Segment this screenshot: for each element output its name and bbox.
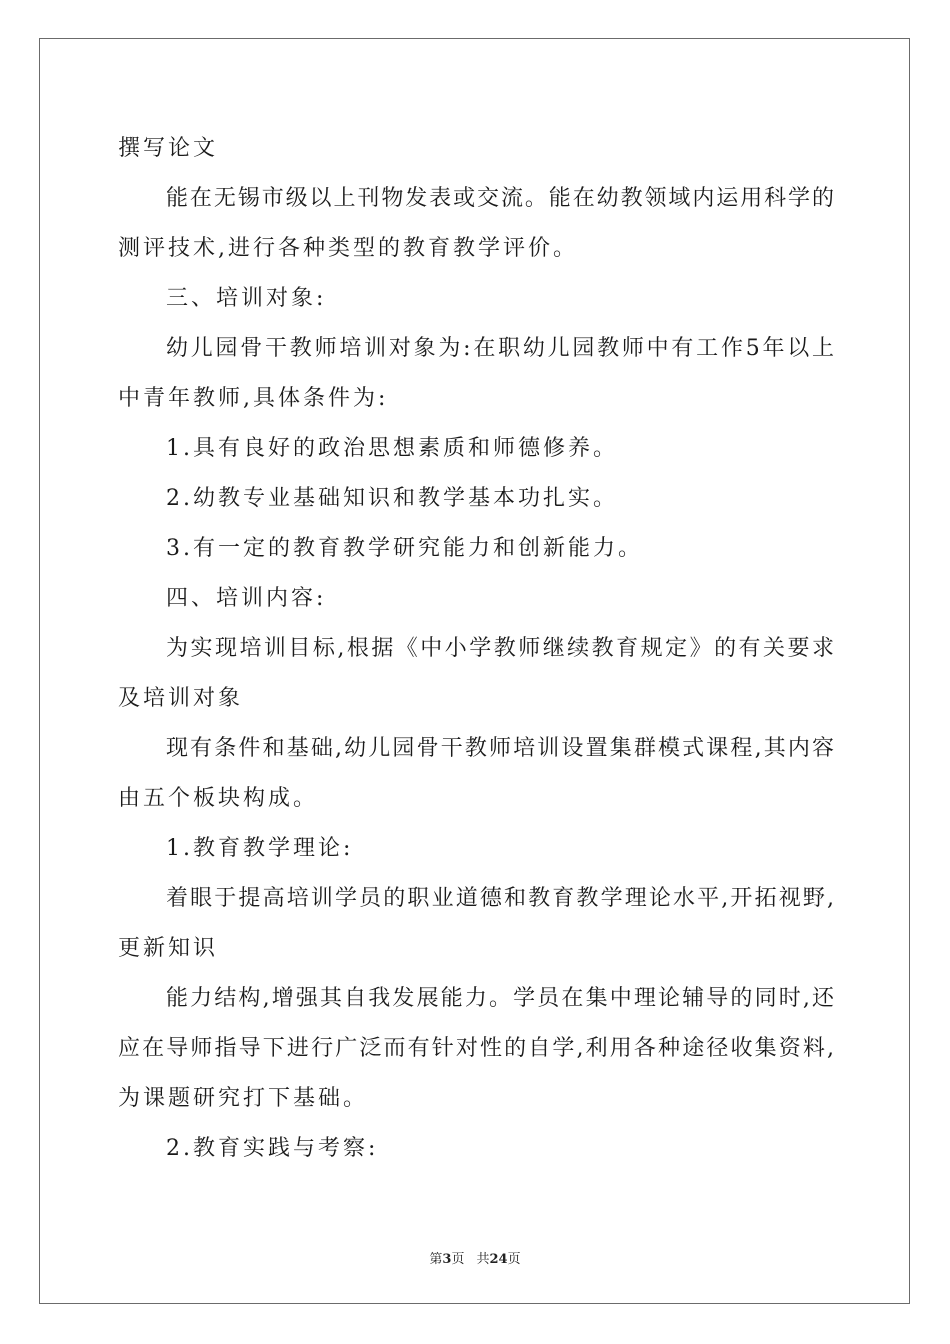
subsection-heading: 2.教育实践与考察: xyxy=(166,1136,379,1161)
paragraph-line: 为课题研究打下基础。 xyxy=(118,1086,369,1111)
paragraph-line: 更新知识 xyxy=(118,936,219,961)
total-pages: 24 xyxy=(489,1252,508,1267)
page-number: 3 xyxy=(442,1252,452,1267)
paragraph-line: 由五个板块构成。 xyxy=(118,786,319,811)
paragraph-line: 能在无锡市级以上刊物发表或交流。能在幼教领域内运用科学的 xyxy=(166,186,834,211)
paragraph-line: 中青年教师,具体条件为: xyxy=(118,386,389,411)
paragraph-line: 为实现培训目标,根据《中小学教师继续教育规定》的有关要求 xyxy=(166,636,834,661)
section-heading: 三、培训对象: xyxy=(166,286,327,311)
page-prefix: 第 xyxy=(429,1252,443,1267)
paragraph-line: 能力结构,增强其自我发展能力。学员在集中理论辅导的同时,还 xyxy=(166,986,834,1011)
page-suffix: 页 xyxy=(451,1252,465,1267)
paragraph-line: 现有条件和基础,幼儿园骨干教师培训设置集群模式课程,其内容 xyxy=(166,736,834,761)
paragraph-line: 及培训对象 xyxy=(118,686,244,711)
list-item: 3.有一定的教育教学研究能力和创新能力。 xyxy=(166,536,643,561)
paragraph-line: 着眼于提高培训学员的职业道德和教育教学理论水平,开拓视野, xyxy=(166,886,834,911)
paragraph-line: 撰写论文 xyxy=(118,136,219,161)
list-item: 2.幼教专业基础知识和教学基本功扎实。 xyxy=(166,486,618,511)
document-body xyxy=(118,124,834,1174)
paragraph-line: 测评技术,进行各种类型的教育教学评价。 xyxy=(118,236,578,261)
paragraph-line: 幼儿园骨干教师培训对象为:在职幼儿园教师中有工作5年以上 xyxy=(166,336,834,361)
subsection-heading: 1.教育教学理论: xyxy=(166,836,354,861)
total-prefix: 共 xyxy=(476,1252,490,1267)
list-item: 1.具有良好的政治思想素质和师德修养。 xyxy=(166,436,618,461)
section-heading: 四、培训内容: xyxy=(166,586,327,611)
total-suffix: 页 xyxy=(507,1252,521,1267)
paragraph-line: 应在导师指导下进行广泛而有针对性的自学,利用各种途径收集资料, xyxy=(118,1036,834,1061)
page-footer xyxy=(0,1248,950,1267)
